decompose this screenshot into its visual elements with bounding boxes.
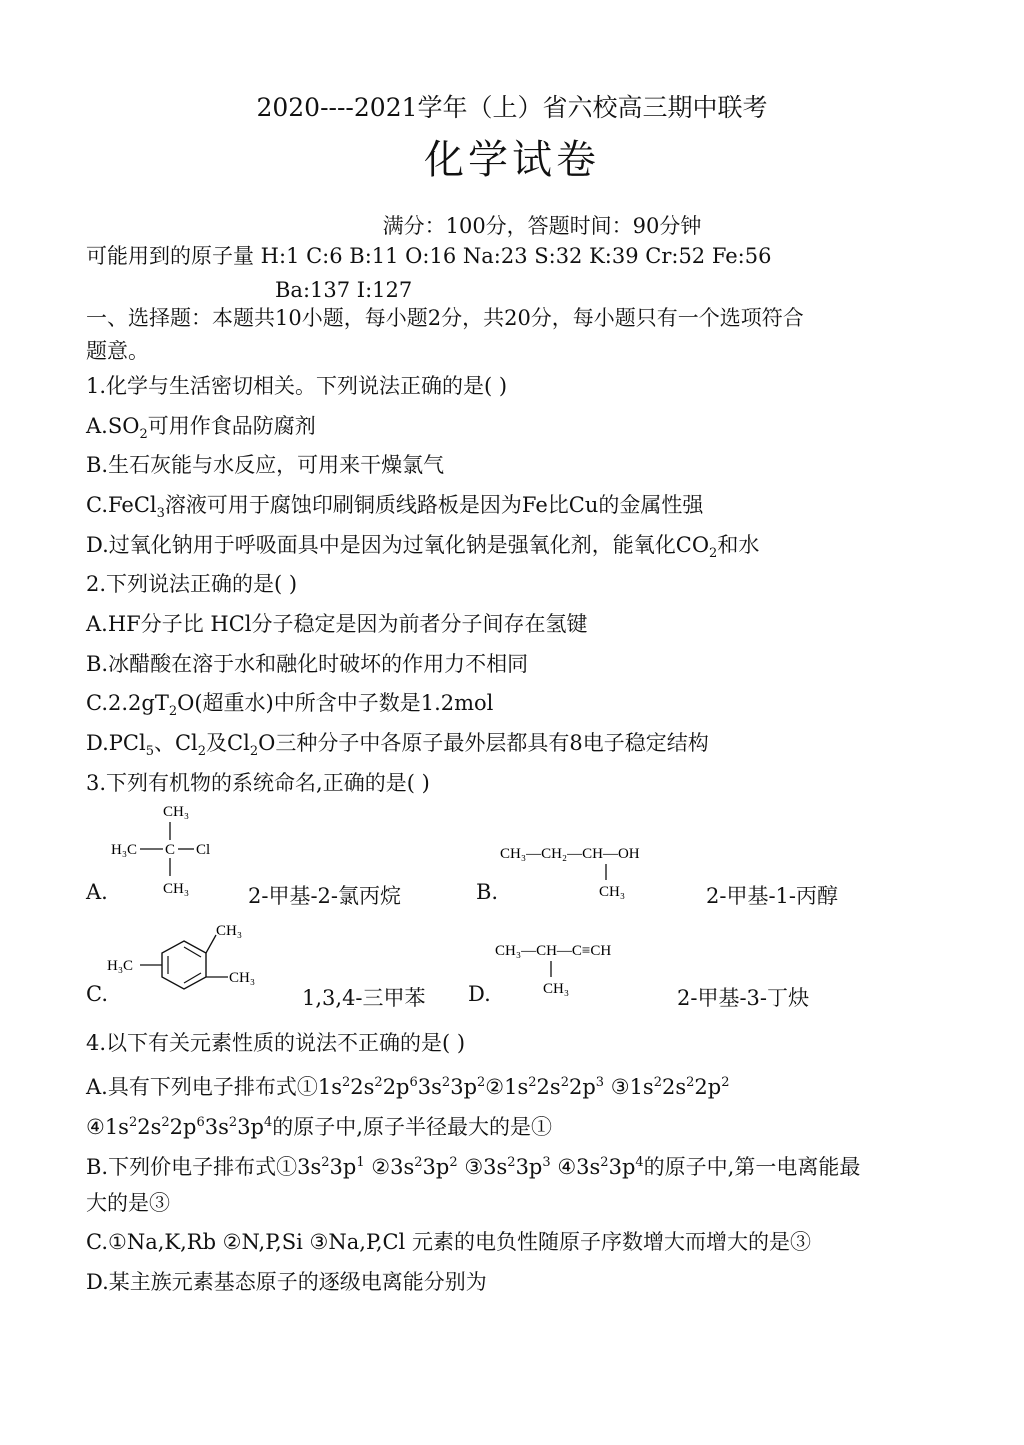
- q2-option-b: B.冰醋酸在溶于水和融化时破坏的作用力不相同: [86, 652, 529, 676]
- molecule-d-structure: [493, 935, 663, 1001]
- q1-stem: 1.化学与生活密切相关。下列说法正确的是( ): [86, 374, 508, 398]
- molecule-c-structure: [104, 915, 284, 1005]
- mol-b-chain: CH₃—CH₂—CH—OH: [500, 846, 640, 862]
- mol-a-bottom: CH₃: [163, 881, 190, 897]
- q3-option-c-label: C.: [86, 982, 108, 1006]
- q1-option-d: D.过氧化钠用于呼吸面具中是因为过氧化钠是强氧化剂，能氧化$CO_2$和水: [86, 533, 760, 562]
- mol-a-left: H₃C: [111, 842, 138, 858]
- q4-option-b-line2: 大的是③: [86, 1191, 170, 1215]
- atomic-mass-line1: 可能用到的原子量 H:1 C:6 B:11 O:16 Na:23 S:32 K:39 Cr:52 Fe:56: [86, 244, 772, 268]
- q1-option-a: $A.SO_2$可用作食品防腐剂: [86, 414, 316, 443]
- mol-d-chain: CH₃—CH—C≡CH: [495, 943, 612, 959]
- q4-option-a-line1: A.具有下列电子排布式$①1s^22s^22p^63s^23p^2②1s^22s^22p^3$ $③1s^22s^22p^2$: [86, 1075, 730, 1099]
- q3-option-d-name: 2-甲基-3-丁炔: [677, 986, 810, 1010]
- mol-d-bottom: CH₃: [543, 981, 570, 997]
- q1-option-b: B.生石灰能与水反应，可用来干燥氯气: [86, 453, 445, 477]
- section-heading-1: 一、选择题：本题共10小题，每小题2分，共20分，每小题只有一个选项符合: [86, 306, 804, 330]
- q3-option-c-name: 1,3,4-三甲苯: [302, 986, 426, 1010]
- molecule-a-structure: [108, 800, 228, 900]
- mol-c-right: CH₃: [229, 970, 256, 986]
- mol-c-left: H₃C: [107, 958, 134, 974]
- q2-option-c: $C.2.2gT_2O$(超重水)中所含中子数是1.2mol: [86, 691, 494, 720]
- q3-option-a-label: A.: [86, 880, 108, 904]
- q3-stem: 3.下列有机物的系统命名,正确的是( ): [86, 771, 430, 795]
- q3-option-d-label: D.: [468, 982, 491, 1006]
- mol-a-right: Cl: [196, 842, 211, 858]
- mol-c-top: CH₃: [216, 923, 243, 939]
- mol-a-center: C: [165, 842, 176, 858]
- molecule-b-structure: [498, 838, 698, 904]
- q3-option-a-name: 2-甲基-2-氯丙烷: [248, 884, 402, 908]
- mol-b-bottom: CH₃: [599, 884, 626, 900]
- q2-stem: 2.下列说法正确的是( ): [86, 572, 298, 596]
- q3-option-b-name: 2-甲基-1-丙醇: [706, 884, 839, 908]
- section-heading-2: 题意。: [86, 339, 149, 363]
- atomic-mass-line2: Ba:137 I:127: [275, 278, 413, 302]
- q4-stem: 4.以下有关元素性质的说法不正确的是( ): [86, 1031, 466, 1055]
- q4-option-a-line2: $④1s^22s^22p^63s^23p^4$的原子中,原子半径最大的是①: [86, 1115, 552, 1139]
- q4-option-d: D.某主族元素基态原子的逐级电离能分别为: [86, 1270, 487, 1294]
- score-time: 满分：100分，答题时间：90分钟: [382, 214, 702, 238]
- q4-option-c: C.①Na,K,Rb ②N,P,Si ③Na,P,Cl 元素的电负性随原子序数增大而增大的是③: [86, 1230, 811, 1254]
- q3-option-b-label: B.: [476, 880, 499, 904]
- q1-option-c: C.FeCl$_3$溶液可用于腐蚀印刷铜质线路板是因为Fe比Cu的金属性强: [86, 493, 704, 522]
- mol-a-top: CH₃: [163, 804, 190, 820]
- q4-option-b-line1: B.下列价电子排布式$①3s^23p^1$ $②3s^23p^2$ $③3s^23p^3$ $④3s^23p^4$的原子中,第一电离能最: [86, 1155, 861, 1179]
- q2-option-d: D.PCl$_5$、$Cl_2$及$Cl_2O$三种分子中各原子最外层都具有8电子稳定结构: [86, 731, 709, 760]
- exam-title: 2020----2021学年（上）省六校高三期中联考: [256, 93, 768, 122]
- q2-option-a: A.HF分子比 HCl分子稳定是因为前者分子间存在氢键: [86, 612, 588, 636]
- subject-title: 化学试卷: [424, 137, 600, 183]
